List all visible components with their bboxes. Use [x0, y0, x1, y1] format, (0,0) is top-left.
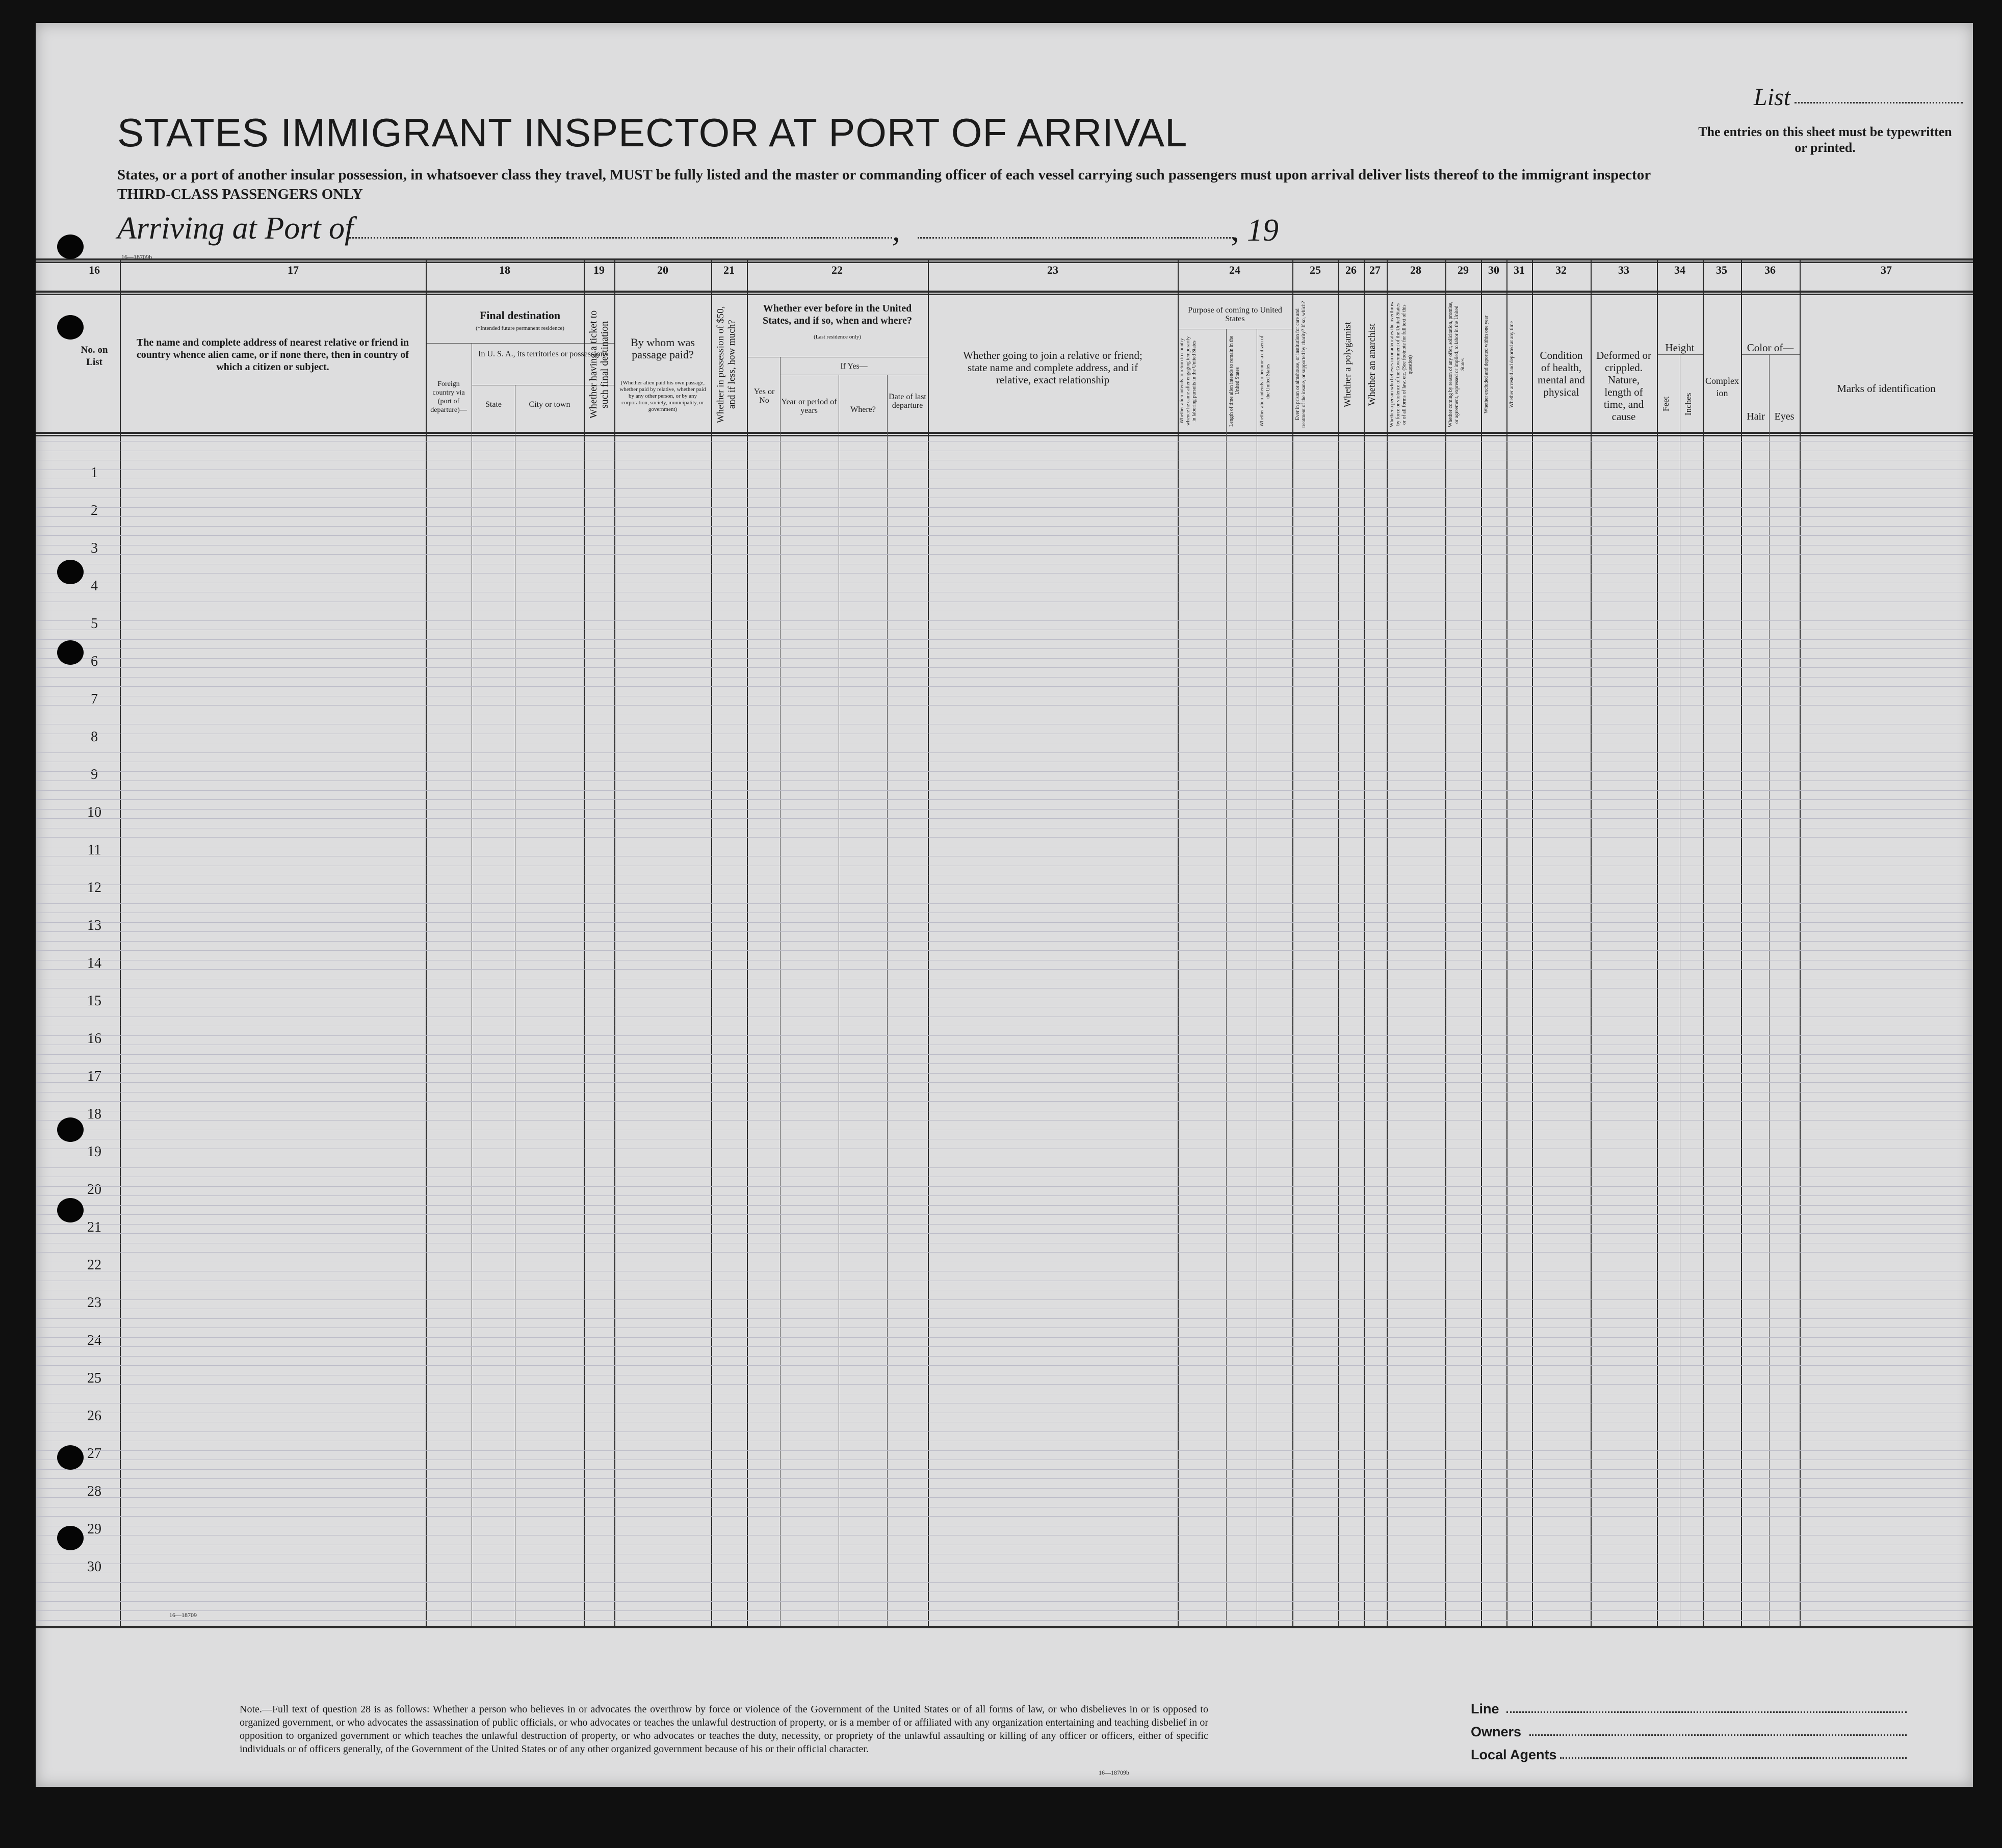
- column-number-rule-2: [36, 294, 1973, 295]
- col-num-29: 29: [1458, 264, 1469, 276]
- row-number: 15: [87, 993, 101, 1009]
- ruled-line: [36, 526, 1973, 527]
- ruled-line: [36, 1120, 1973, 1121]
- header-year-period: Year or period of years: [781, 398, 837, 415]
- col-sep-18-19: [584, 258, 585, 1626]
- ruled-line: [36, 837, 1973, 838]
- color-sub-rule: [1741, 354, 1800, 355]
- local-agents-label: Local Agents: [1471, 1747, 1557, 1762]
- table-bottom-rule: [36, 1626, 1973, 1628]
- row-number: 13: [87, 918, 101, 933]
- header-polygamist: Whether a polygamist: [1342, 322, 1353, 407]
- table-top-rule: [36, 258, 1973, 261]
- col-num-22: 22: [831, 264, 843, 276]
- ruled-line: [36, 884, 1973, 885]
- ruled-line: [36, 658, 1973, 659]
- ruled-line: [36, 1195, 1973, 1196]
- ruled-line: [36, 1497, 1973, 1498]
- ruled-line: [36, 799, 1973, 800]
- ruled-line: [36, 780, 1973, 781]
- col-sep-22-23: [928, 258, 929, 1626]
- col-num-16: 16: [89, 264, 100, 276]
- ruled-line: [36, 705, 1973, 706]
- row-number: 14: [87, 955, 101, 971]
- destination-sub-rule: [426, 343, 614, 344]
- header-purpose-return: Whether alien intends to return to country whence he came after engaging temporarily in laboring pursuits in the United States: [1179, 336, 1197, 426]
- punch-hole: [57, 1445, 84, 1470]
- col-num-17: 17: [288, 264, 299, 276]
- ruled-line: [36, 516, 1973, 517]
- col-num-23: 23: [1047, 264, 1058, 276]
- ruled-line: [36, 818, 1973, 819]
- ruled-line: [36, 1610, 1973, 1611]
- header-ticket: Whether having a ticket to such final destination: [588, 310, 610, 419]
- header-marks: Marks of identification: [1837, 382, 1936, 395]
- ruled-line: [36, 1469, 1973, 1470]
- row-number: 7: [91, 691, 98, 707]
- header-passage-note: (Whether alien paid his own passage, whether paid by relative, whether paid by any other person, or by any corporation, society, municipality, or government): [619, 380, 706, 412]
- header-in-usa: In U. S. A., its territories or possessions: [478, 350, 608, 358]
- col-sep-27-28: [1387, 258, 1388, 1626]
- col-sep-33-34: [1657, 258, 1658, 1626]
- header-no-on-list: No. on List: [81, 345, 108, 368]
- ruled-line: [36, 1365, 1973, 1366]
- col-sep-21-22: [747, 258, 748, 1626]
- punch-hole: [57, 640, 84, 665]
- ruled-line: [36, 1337, 1973, 1338]
- col-sep-17-18: [426, 258, 427, 1626]
- col-sep-30-31: [1506, 258, 1507, 1626]
- col-sep-32-33: [1591, 258, 1592, 1626]
- ruled-line: [36, 1384, 1973, 1385]
- row-number: 30: [87, 1559, 101, 1575]
- row-number: 9: [91, 767, 98, 783]
- col-sep-31-32: [1532, 258, 1533, 1626]
- ruled-line: [36, 667, 1973, 668]
- ruled-line: [36, 573, 1973, 574]
- col-sep-36-37: [1800, 258, 1801, 1626]
- header-overthrow: Whether a person who believes in or advocates the overthrow by force or violence of the Government of the United States or of all forms of law, etc. (See footnote for full text of this question): [1389, 301, 1413, 428]
- ruled-line: [36, 1431, 1973, 1432]
- punch-hole: [57, 315, 84, 340]
- header-arrested: Whether arrested and deported at any time: [1509, 321, 1515, 408]
- punch-hole: [57, 1117, 84, 1142]
- row-number: 12: [87, 880, 101, 896]
- sheet-code-bottom: 16—18709: [169, 1611, 197, 1619]
- col-num-25: 25: [1310, 264, 1321, 276]
- row-number: 24: [87, 1333, 101, 1348]
- ruled-line: [36, 790, 1973, 791]
- list-number-field[interactable]: [1795, 102, 1963, 103]
- header-purpose-citizen: Whether alien intends to become a citizen of the United States: [1259, 335, 1271, 427]
- header-eyes: Eyes: [1774, 411, 1795, 422]
- header-state: State: [485, 400, 502, 409]
- ruled-line: [36, 950, 1973, 951]
- header-destination-note: (*Intended future permanent residence): [476, 325, 564, 331]
- ruled-line: [36, 922, 1973, 923]
- ruled-line: [36, 931, 1973, 932]
- row-number: 22: [87, 1257, 101, 1273]
- local-agents-field[interactable]: [1560, 1757, 1907, 1759]
- sub-sep-yes-period: [780, 357, 781, 1626]
- row-number: 21: [87, 1219, 101, 1235]
- ruled-line: [36, 686, 1973, 687]
- col-sep-34-35: [1703, 258, 1704, 1626]
- ruled-line: [36, 1205, 1973, 1206]
- ruled-line: [36, 1299, 1973, 1300]
- col-num-18: 18: [499, 264, 510, 276]
- row-number: 19: [87, 1144, 101, 1160]
- ruled-line: [36, 1214, 1973, 1215]
- col-sep-20-21: [711, 258, 712, 1626]
- row-number: 18: [87, 1106, 101, 1122]
- arriving-label: Arriving at Port of: [117, 211, 354, 246]
- date-field[interactable]: [918, 237, 1234, 239]
- header-foreign-country: Foreign country via (port of departure)—: [430, 380, 467, 414]
- row-number: 10: [87, 804, 101, 820]
- row-number: 27: [87, 1446, 101, 1462]
- ruled-line: [36, 1054, 1973, 1055]
- row-number: 5: [91, 616, 98, 632]
- col-sep-26-27: [1364, 258, 1365, 1626]
- header-inches: Inches: [1683, 393, 1693, 415]
- header-last-residence: (Last residence only): [814, 334, 861, 340]
- header-passage-paid: By whom was passage paid?: [631, 336, 695, 361]
- ruled-line: [36, 1346, 1973, 1347]
- ruled-line: [36, 1620, 1973, 1621]
- row-number: 6: [91, 654, 98, 669]
- col-num-31: 31: [1514, 264, 1525, 276]
- col-num-32: 32: [1555, 264, 1567, 276]
- row-number: 28: [87, 1483, 101, 1499]
- col-num-35: 35: [1716, 264, 1727, 276]
- header-hair: Hair: [1747, 411, 1765, 422]
- column-number-rule: [36, 291, 1973, 293]
- col-num-37: 37: [1881, 264, 1892, 276]
- ruled-line: [36, 1318, 1973, 1319]
- row-number: 1: [91, 465, 98, 481]
- ruled-line: [36, 1233, 1973, 1234]
- header-purpose: Purpose of coming to United States: [1188, 306, 1282, 323]
- form-title: STATES IMMIGRANT INSPECTOR AT PORT OF ARRIVAL: [117, 110, 1188, 155]
- col-num-26: 26: [1345, 264, 1357, 276]
- ruled-line: [36, 620, 1973, 621]
- manifest-sheet: [36, 23, 1973, 1787]
- col-sep-28-29: [1445, 258, 1446, 1626]
- header-fifty-dollars: Whether in possession of $50, and if less, how much?: [715, 306, 737, 423]
- row-number: 25: [87, 1370, 101, 1386]
- header-deformed: Deformed or crippled. Nature, length of time, and cause: [1596, 349, 1651, 423]
- header-join-relative: Whether going to join a relative or friend; state name and complete address, and if relative, exact relationship: [963, 349, 1142, 386]
- col-num-19: 19: [593, 264, 605, 276]
- ruled-line: [36, 903, 1973, 904]
- ruled-line: [36, 488, 1973, 489]
- ruled-line: [36, 752, 1973, 753]
- ruled-line: [36, 941, 1973, 942]
- header-if-yes: If Yes—: [840, 362, 868, 371]
- ruled-line: [36, 1082, 1973, 1083]
- col-sep-24-25: [1292, 258, 1293, 1626]
- ruled-line: [36, 1063, 1973, 1064]
- col-num-24: 24: [1229, 264, 1240, 276]
- col-sep-19-20: [614, 258, 615, 1626]
- ruled-line: [36, 535, 1973, 536]
- header-yes-or-no: Yes or No: [753, 387, 775, 405]
- col-sep-29-30: [1481, 258, 1482, 1626]
- punch-hole: [57, 560, 84, 584]
- ruled-line: [36, 648, 1973, 649]
- row-number: 17: [87, 1069, 101, 1084]
- sub-sep-where-departure: [887, 375, 888, 1626]
- header-last-departure: Date of last departure: [889, 393, 926, 410]
- header-height: Height: [1665, 342, 1695, 354]
- ruled-line: [36, 1073, 1973, 1074]
- header-complexion: Complexion: [1705, 376, 1739, 398]
- punch-hole: [57, 1198, 84, 1222]
- header-labor-offer: Whether coming by reason of any offer, solicitation, promise, or agreement, expressed or implied, to labor in the United States: [1448, 301, 1466, 428]
- row-number: 29: [87, 1521, 101, 1537]
- header-nearest-relative: The name and complete address of nearest relative or friend in country whence alien came, or if none there, then in country of which a citizen or subject.: [136, 337, 409, 373]
- ruled-line: [36, 1101, 1973, 1102]
- ruled-line: [36, 1582, 1973, 1583]
- punch-hole: [57, 235, 84, 259]
- form-intro: States, or a port of another insular possession, in whatsoever class they travel, MUST be fully listed and the master or commanding officer of each vessel carrying such passengers must upon arrival deliver lists thereof to the immigrant inspector: [117, 167, 1651, 183]
- row-number: 8: [91, 729, 98, 745]
- col-num-34: 34: [1674, 264, 1685, 276]
- header-where: Where?: [850, 405, 876, 414]
- passenger-class: THIRD-CLASS PASSENGERS ONLY: [117, 186, 363, 202]
- ruled-line: [36, 1356, 1973, 1357]
- col-num-33: 33: [1618, 264, 1629, 276]
- punch-hole: [57, 1526, 84, 1550]
- col-num-20: 20: [657, 264, 668, 276]
- header-excluded: Whether excluded and deported within one year: [1484, 315, 1489, 414]
- col-sep-25-26: [1338, 258, 1339, 1626]
- row-number: 23: [87, 1295, 101, 1311]
- table-top-rule-2: [36, 262, 1973, 263]
- ruled-line: [36, 1167, 1973, 1168]
- ruled-line: [36, 507, 1973, 508]
- list-label: List: [1754, 84, 1791, 111]
- col-sep-16-17: [120, 258, 121, 1626]
- col-num-28: 28: [1410, 264, 1421, 276]
- year-prefix: , 19: [1231, 213, 1279, 248]
- ruled-line: [36, 1186, 1973, 1187]
- col-sep-35-36: [1741, 258, 1742, 1626]
- ruled-line: [36, 1224, 1973, 1225]
- line-label: Line: [1471, 1701, 1499, 1716]
- col-num-30: 30: [1488, 264, 1499, 276]
- row-number: 26: [87, 1408, 101, 1424]
- sheet-code-footer: 16—18709b: [1099, 1769, 1129, 1776]
- ruled-line: [36, 1488, 1973, 1489]
- header-color-of: Color of—: [1747, 342, 1794, 354]
- col-num-27: 27: [1369, 264, 1381, 276]
- sheet-code: 16—18709b: [121, 253, 152, 261]
- ruled-line: [36, 1478, 1973, 1479]
- port-field[interactable]: [347, 237, 892, 239]
- header-feet: Feet: [1661, 396, 1671, 412]
- header-prison: Ever in prison or almshouse, or institution for care and treatment of the insane, or supported by charity? If so, which?: [1295, 301, 1307, 428]
- header-health: Condition of health, mental and physical: [1538, 349, 1585, 398]
- row-number: 4: [91, 578, 98, 594]
- row-number: 3: [91, 540, 98, 556]
- header-purpose-length: Length of time alien intends to remain in the United States: [1229, 335, 1240, 427]
- header-anarchist: Whether an anarchist: [1367, 323, 1377, 406]
- row-number: 16: [87, 1031, 101, 1047]
- ruled-line: [36, 1516, 1973, 1517]
- ruled-line: [36, 809, 1973, 810]
- ruled-line: [36, 554, 1973, 555]
- owners-field[interactable]: [1529, 1734, 1907, 1736]
- ruled-line: [36, 771, 1973, 772]
- ruled-line: [36, 1252, 1973, 1253]
- ruled-line: [36, 1035, 1973, 1036]
- line-field[interactable]: [1506, 1711, 1907, 1713]
- header-final-destination: Final destination: [479, 309, 561, 322]
- row-number: 2: [91, 503, 98, 518]
- col-sep-23-24: [1178, 258, 1179, 1626]
- ruled-line: [36, 1450, 1973, 1451]
- ruled-line: [36, 1601, 1973, 1602]
- col-num-36: 36: [1764, 264, 1776, 276]
- ruled-line: [36, 969, 1973, 970]
- entries-note: The entries on this sheet must be typewritten or printed.: [1698, 124, 1952, 155]
- header-bottom-rule: [36, 432, 1973, 434]
- col-num-21: 21: [723, 264, 735, 276]
- footnote-question-28: Note.—Full text of question 28 is as follows: Whether a person who believes in or advocates the overthrow by force or violence of the Government of the United States or of all forms of law, or who disbelieves in or is opposed to organized government, or who advocates the assassination of public officials, or who advocates or teaches the unlawful destruction of property, or is a member of or affiliated with any organization entertaining and teaching disbelief in or opposition to organized government or which teaches the unlawful destruction of property, or who advocates or teaches the duty, necessity, or propriety of the unlawful assaulting or killing of any officer or officers, either of specific individuals or of officers generally, of the Government of the United States or of any other organized government because of his or their official character.: [240, 1704, 1208, 1755]
- row-number: 20: [87, 1182, 101, 1198]
- row-number: 11: [87, 842, 101, 858]
- ruled-line: [36, 677, 1973, 678]
- header-city-or-town: City or town: [529, 400, 570, 409]
- owners-label: Owners: [1471, 1724, 1522, 1739]
- header-bottom-rule-2: [36, 435, 1973, 436]
- arriving-comma: ,: [892, 213, 900, 248]
- ruled-line: [36, 639, 1973, 640]
- header-ever-before: Whether ever before in the United States, and if so, when and where?: [763, 303, 912, 326]
